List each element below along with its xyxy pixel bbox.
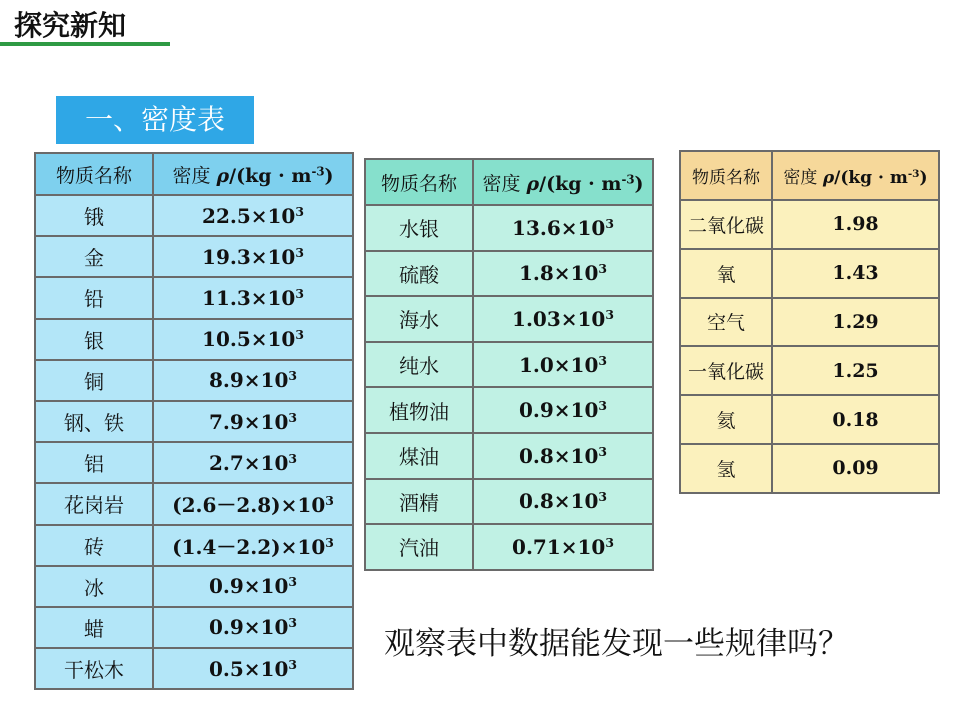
substance-name: 铅 (35, 277, 153, 318)
density-exponent: 3 (598, 352, 607, 368)
substance-name: 植物油 (365, 387, 473, 433)
header-name: 物质名称 (35, 153, 153, 195)
density-table-liquids (364, 158, 654, 571)
table-header-row (35, 153, 353, 195)
density-exponent: 3 (605, 215, 614, 231)
density-value (473, 387, 653, 433)
table-header-row (365, 159, 653, 205)
density-value (473, 433, 653, 479)
table-row (35, 442, 353, 483)
rho-symbol: ρ (822, 168, 835, 188)
density-value (473, 251, 653, 297)
substance-name: 纯水 (365, 342, 473, 388)
density-mantissa: 13.6×10 (512, 215, 606, 240)
density-mantissa: 2.7×10 (208, 450, 289, 475)
density-value (473, 296, 653, 342)
substance-name: 铝 (35, 442, 153, 483)
density-mantissa: 0.8×10 (518, 443, 599, 468)
density-exponent: 3 (295, 327, 304, 343)
table-row (35, 607, 353, 648)
substance-name: 砖 (35, 525, 153, 566)
table-row (35, 483, 353, 524)
substance-name: 银 (35, 319, 153, 360)
table-row (35, 648, 353, 689)
density-exponent: 3 (288, 615, 297, 631)
unit-text: /(kg · m (834, 168, 908, 188)
section-heading: 一、密度表 (56, 96, 254, 144)
unit-exponent: -3 (311, 164, 325, 179)
header-density (772, 151, 939, 200)
density-value (153, 195, 353, 236)
density-mantissa: 1.0×10 (518, 352, 599, 377)
density-exponent: 3 (598, 489, 607, 505)
density-mantissa: 0.9×10 (208, 615, 289, 640)
substance-name: 氢 (680, 444, 772, 493)
density-value (153, 525, 353, 566)
table-row (365, 205, 653, 251)
header-name: 物质名称 (365, 159, 473, 205)
substance-name: 空气 (680, 298, 772, 347)
density-mantissa: 0.9×10 (208, 574, 289, 599)
substance-name: 铜 (35, 360, 153, 401)
density-value (153, 277, 353, 318)
substance-name: 锇 (35, 195, 153, 236)
density-exponent: 3 (295, 286, 304, 302)
substance-name: 海水 (365, 296, 473, 342)
substance-name: 冰 (35, 566, 153, 607)
density-mantissa: 0.5×10 (208, 656, 289, 681)
table-row (365, 524, 653, 570)
density-value (153, 648, 353, 689)
table-row (365, 251, 653, 297)
density-exponent: 3 (288, 656, 297, 672)
table-row (35, 236, 353, 277)
table-row (365, 296, 653, 342)
density-value: 1.43 (772, 249, 939, 298)
density-label: 密度 (172, 164, 211, 187)
table-row (680, 249, 939, 298)
density-exponent: 3 (288, 409, 297, 425)
density-exponent: 3 (288, 450, 297, 466)
substance-name: 钢、铁 (35, 401, 153, 442)
unit-close: ) (919, 168, 928, 188)
density-value: 0.09 (772, 444, 939, 493)
density-exponent: 3 (605, 535, 614, 551)
density-exponent: 3 (598, 398, 607, 414)
density-mantissa: 8.9×10 (208, 368, 289, 393)
substance-name: 金 (35, 236, 153, 277)
density-exponent: 3 (295, 203, 304, 219)
density-value (153, 319, 353, 360)
table-row (35, 195, 353, 236)
header-name: 物质名称 (680, 151, 772, 200)
table-row (35, 566, 353, 607)
density-exponent: 3 (605, 307, 614, 323)
density-exponent: 3 (325, 534, 334, 550)
header-density (153, 153, 353, 195)
unit-close: ) (634, 172, 644, 195)
density-mantissa: 7.9×10 (208, 409, 289, 434)
table-row (35, 277, 353, 318)
density-mantissa: 11.3×10 (202, 285, 296, 310)
density-value: 1.98 (772, 200, 939, 249)
density-mantissa: 1.8×10 (518, 261, 599, 286)
density-mantissa: 22.5×10 (202, 203, 296, 228)
substance-name: 煤油 (365, 433, 473, 479)
table-row (35, 401, 353, 442)
density-exponent: 3 (598, 443, 607, 459)
density-label: 密度 (482, 172, 521, 195)
density-mantissa: (1.4－2.2)×10 (172, 534, 326, 559)
substance-name: 花岗岩 (35, 483, 153, 524)
density-mantissa: (2.6－2.8)×10 (172, 493, 326, 518)
density-table-solids (34, 152, 354, 690)
density-mantissa: 0.8×10 (518, 489, 599, 514)
table-row (365, 479, 653, 525)
table-row (680, 298, 939, 347)
density-exponent: 3 (288, 574, 297, 590)
density-mantissa: 1.03×10 (512, 306, 606, 331)
table-row (365, 433, 653, 479)
title-underline (0, 42, 170, 46)
density-value (153, 401, 353, 442)
table-row (680, 444, 939, 493)
density-exponent: 3 (295, 244, 304, 260)
density-value (153, 360, 353, 401)
density-label: 密度 (783, 168, 818, 188)
density-value (153, 236, 353, 277)
density-value (473, 205, 653, 251)
density-value: 0.18 (772, 395, 939, 444)
density-exponent: 3 (288, 368, 297, 384)
density-value (473, 524, 653, 570)
density-value: 1.29 (772, 298, 939, 347)
density-mantissa: 10.5×10 (202, 327, 296, 352)
density-mantissa: 0.9×10 (518, 398, 599, 423)
density-value (473, 342, 653, 388)
table-row (35, 360, 353, 401)
rho-symbol: ρ (526, 172, 540, 195)
density-value (153, 442, 353, 483)
density-value: 1.25 (772, 346, 939, 395)
substance-name: 氧 (680, 249, 772, 298)
table-row (365, 342, 653, 388)
density-value (153, 607, 353, 648)
density-mantissa: 19.3×10 (202, 244, 296, 269)
unit-exponent: -3 (907, 168, 920, 181)
density-table-gases (679, 150, 940, 494)
substance-name: 干松木 (35, 648, 153, 689)
table-header-row (680, 151, 939, 200)
unit-close: ) (324, 164, 334, 187)
header-density (473, 159, 653, 205)
table-row (365, 387, 653, 433)
density-exponent: 3 (325, 493, 334, 509)
density-value (153, 566, 353, 607)
substance-name: 蜡 (35, 607, 153, 648)
density-mantissa: 0.71×10 (512, 534, 606, 559)
table-row (680, 395, 939, 444)
table-row (35, 319, 353, 360)
unit-text: /(kg · m (229, 164, 312, 187)
density-exponent: 3 (598, 261, 607, 277)
table-row (35, 525, 353, 566)
table-row (680, 200, 939, 249)
substance-name: 硫酸 (365, 251, 473, 297)
question-text: 观察表中数据能发现一些规律吗？ (384, 626, 849, 662)
substance-name: 氦 (680, 395, 772, 444)
substance-name: 汽油 (365, 524, 473, 570)
unit-text: /(kg · m (539, 172, 622, 195)
substance-name: 一氧化碳 (680, 346, 772, 395)
page-title: 探究新知 (14, 9, 127, 42)
density-value (153, 483, 353, 524)
substance-name: 酒精 (365, 479, 473, 525)
substance-name: 水银 (365, 205, 473, 251)
density-value (473, 479, 653, 525)
rho-symbol: ρ (216, 164, 230, 187)
substance-name: 二氧化碳 (680, 200, 772, 249)
table-row (680, 346, 939, 395)
unit-exponent: -3 (621, 172, 635, 187)
